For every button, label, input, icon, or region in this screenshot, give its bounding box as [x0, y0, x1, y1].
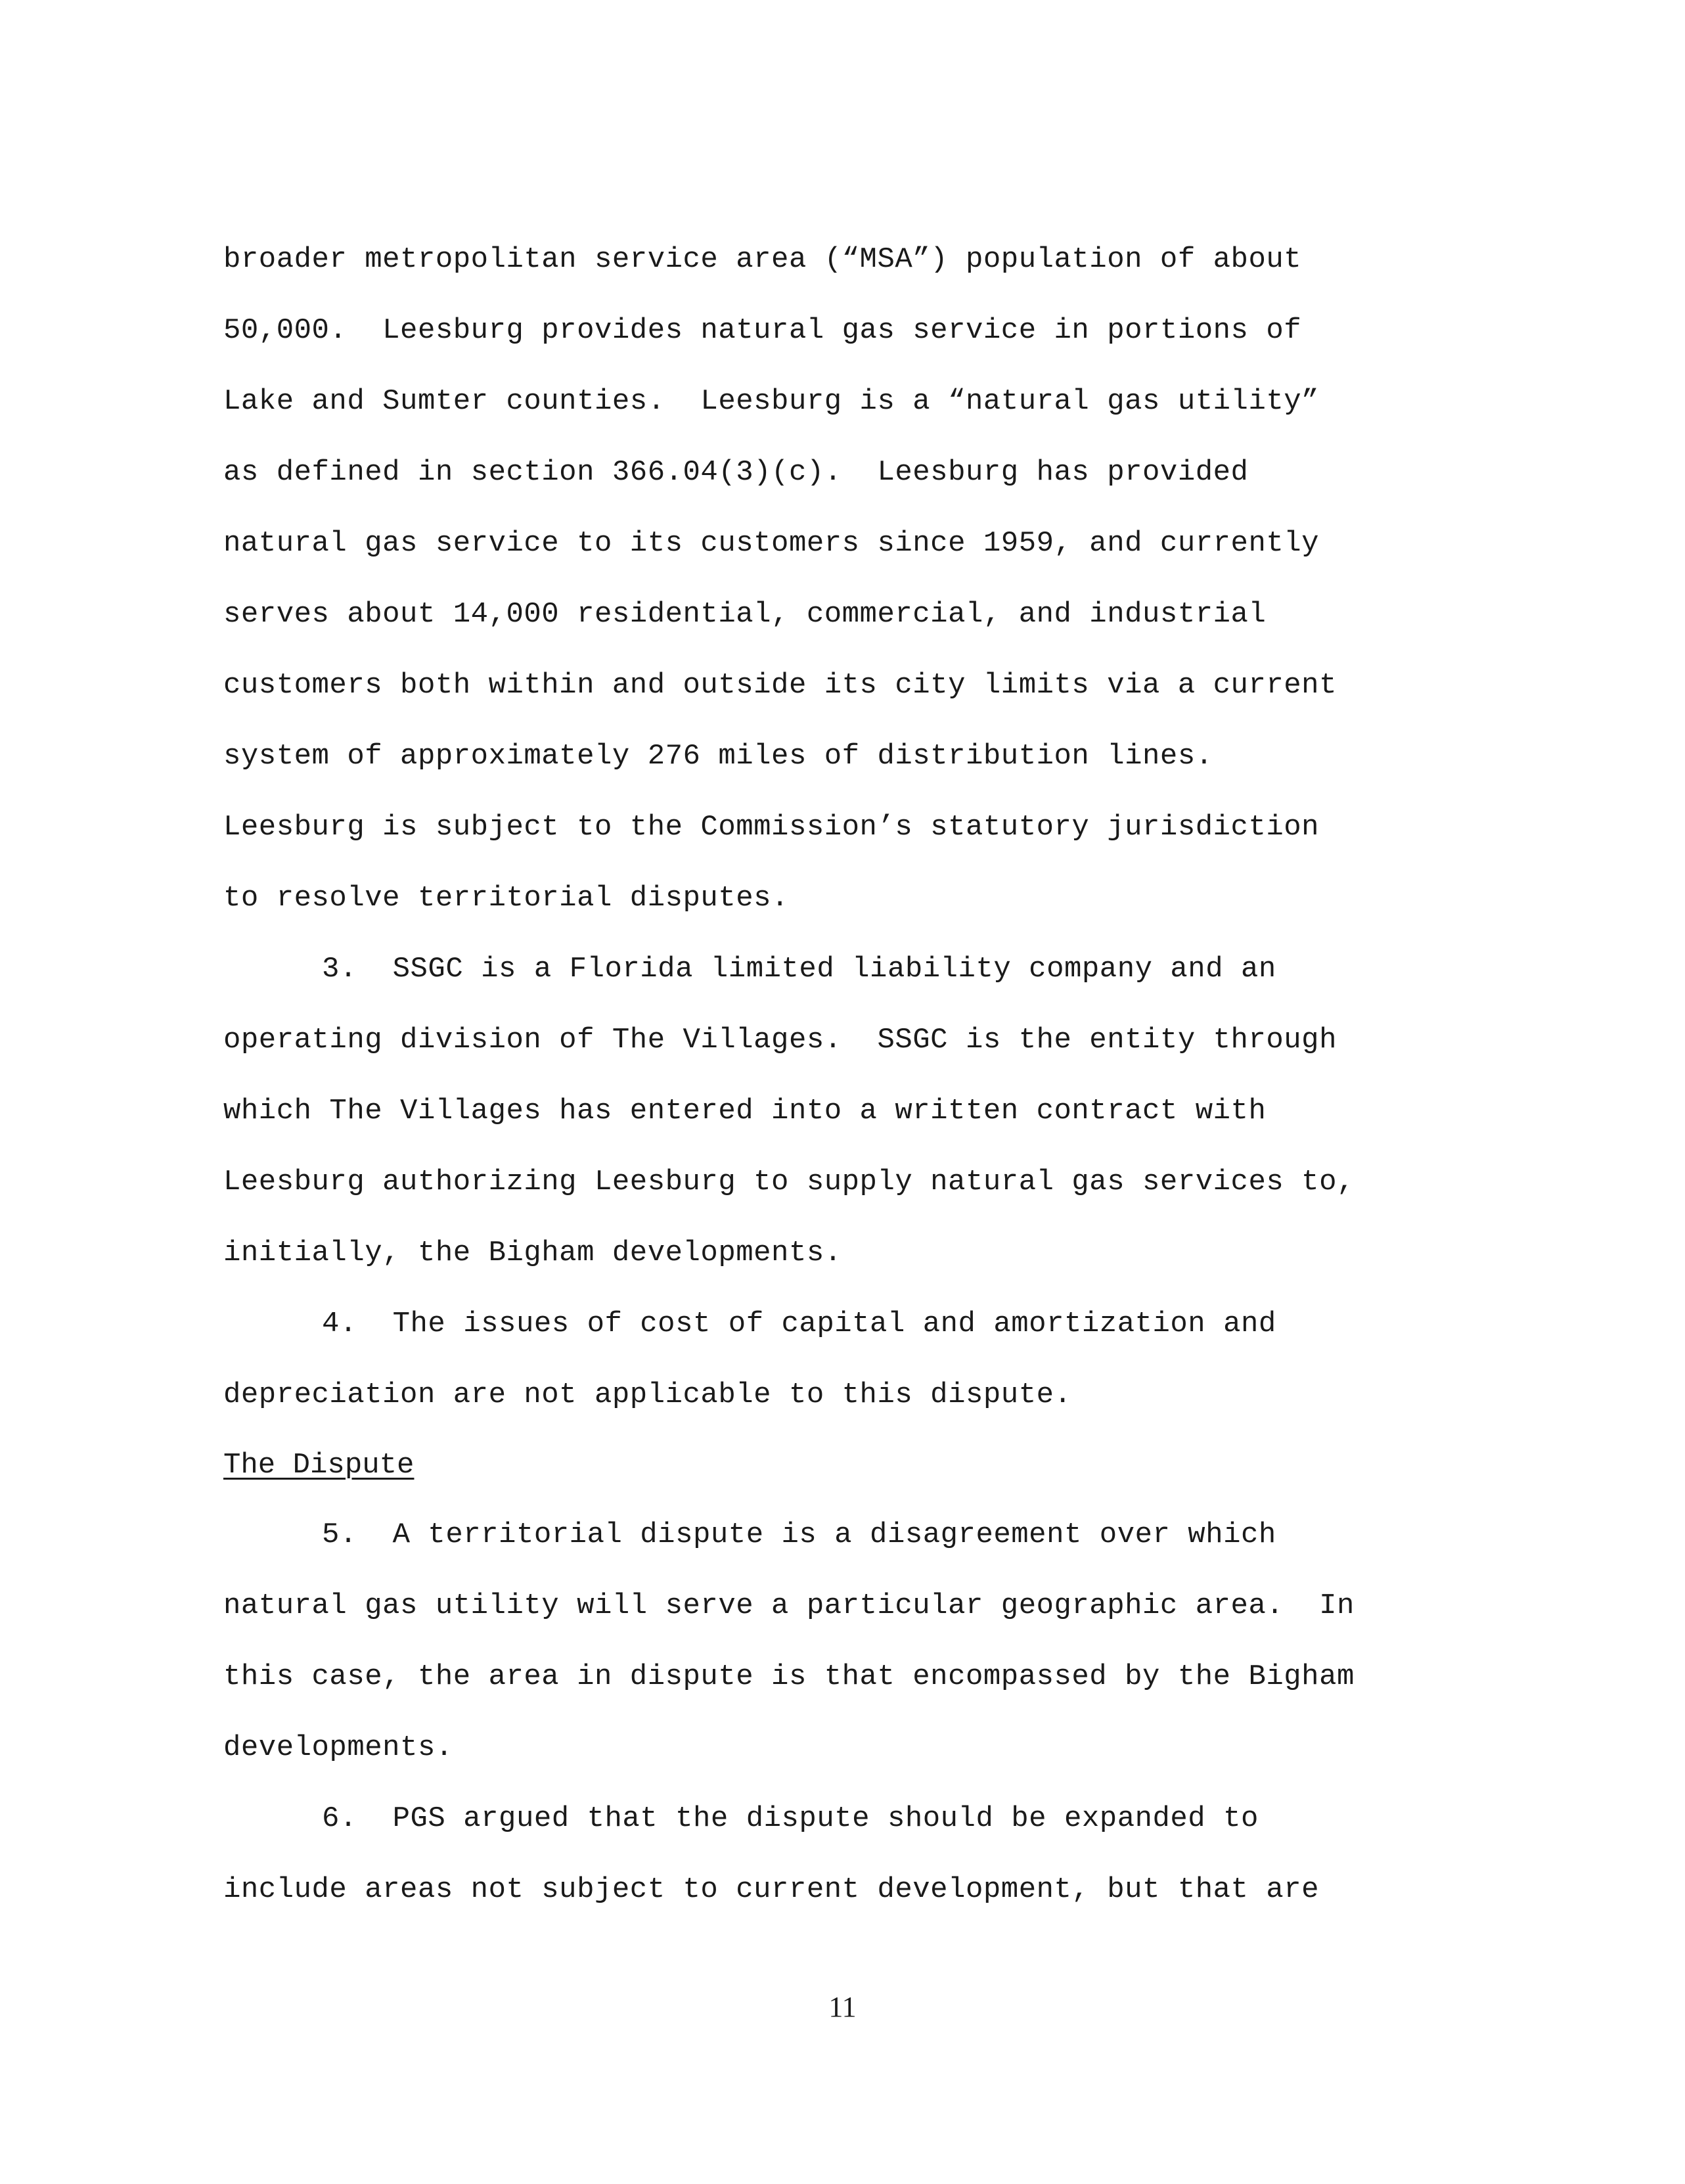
text-line: natural gas service to its customers since 1959, and currently — [223, 527, 1320, 560]
text-line: system of approximately 276 miles of distribution lines. — [223, 740, 1213, 773]
paragraph-4-first-line: 4. The issues of cost of capital and amortization and — [322, 1308, 1276, 1340]
paragraph-3-first-line: 3. SSGC is a Florida limited liability company and an — [322, 953, 1276, 986]
text-line: this case, the area in dispute is that encompassed by the Bigham — [223, 1660, 1355, 1693]
text-line: Leesburg authorizing Leesburg to supply natural gas services to, — [223, 1166, 1355, 1198]
text-line: broader metropolitan service area (“MSA”) population of about — [223, 243, 1302, 276]
paragraph-6-first-line: 6. PGS argued that the dispute should be expanded to — [322, 1802, 1259, 1835]
text-line: to resolve territorial disputes. — [223, 882, 789, 915]
text-line: customers both within and outside its city limits via a current — [223, 669, 1337, 702]
text-line: operating division of The Villages. SSGC is the entity through — [223, 1024, 1337, 1057]
text-line: depreciation are not applicable to this dispute. — [223, 1378, 1072, 1411]
text-line: natural gas utility will serve a particular geographic area. In — [223, 1589, 1355, 1622]
page-number: 11 — [828, 1991, 857, 2023]
text-line: as defined in section 366.04(3)(c). Leesburg has provided — [223, 456, 1249, 489]
paragraph-5-first-line: 5. A territorial dispute is a disagreement over which — [322, 1518, 1276, 1551]
text-line: 50,000. Leesburg provides natural gas service in portions of — [223, 314, 1302, 347]
text-line: Leesburg is subject to the Commission’s statutory jurisdiction — [223, 811, 1320, 844]
text-line: initially, the Bigham developments. — [223, 1237, 842, 1269]
text-line: Lake and Sumter counties. Leesburg is a “natural gas utility” — [223, 385, 1320, 418]
text-line: developments. — [223, 1731, 453, 1764]
text-line: serves about 14,000 residential, commercial, and industrial — [223, 598, 1267, 631]
text-line: which The Villages has entered into a written contract with — [223, 1095, 1267, 1127]
text-line: include areas not subject to current development, but that are — [223, 1873, 1320, 1906]
section-heading: The Dispute — [223, 1449, 415, 1482]
